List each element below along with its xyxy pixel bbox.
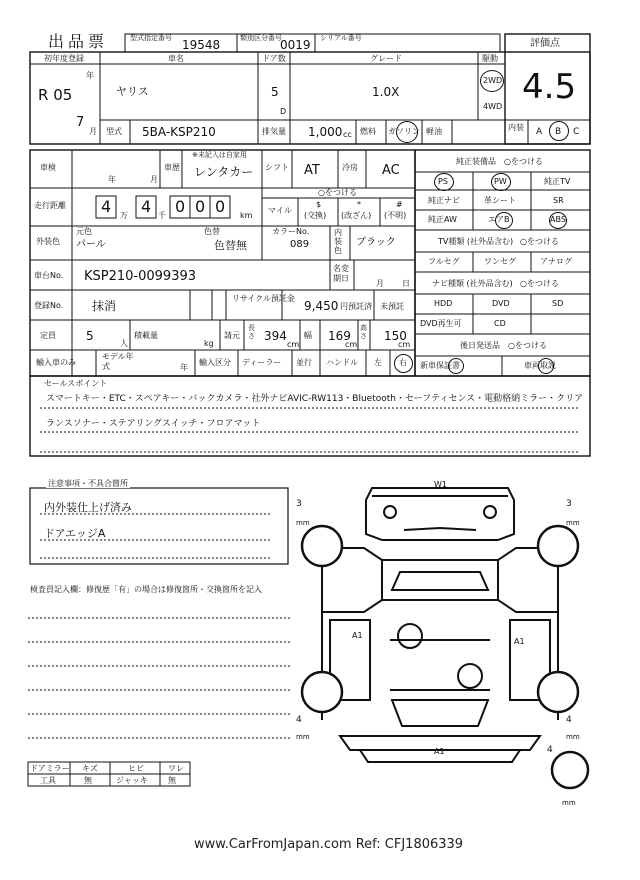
tire-fl-unit: mm [296,519,310,527]
fuel-gasoline: ガソリン [388,127,420,136]
model-year-unit: 年 [180,363,188,372]
mileage-digit: 0 [195,197,206,216]
handle-label: ハンドル [326,358,358,367]
score-label: 評価点 [530,38,560,49]
notes-line-1: 内外装仕上げ済み [44,501,132,514]
tire-rear-left [302,672,342,712]
width-unit: cm [345,340,358,349]
color-no: 089 [290,239,310,250]
doors: 5 [271,85,279,99]
model-no: 19548 [182,38,221,52]
score-value: 4.5 [522,67,577,107]
man-unit: 万 [120,211,128,220]
navi-title: ナビ種類 (社外品含む) [432,279,513,288]
post-hint: ○をつける [508,341,547,350]
month-unit: 月 [89,127,97,136]
scratch-label: キズ [82,764,98,773]
reg-label: 登録No. [34,301,64,310]
mileage-digit: 0 [175,197,186,216]
post-manual-circle [538,358,554,374]
import-parallel: 並行 [296,358,312,367]
inspector-note: 検査員記入欄：修復歴「有」の場合は修復箇所・交換箇所を記入 [30,585,262,594]
equip-stv: 純正TV [544,177,571,186]
handle-left: 左 [374,358,382,367]
tire-front-left [302,526,342,566]
height-unit: cm [398,340,411,349]
navi-dvd: DVD [492,299,510,308]
fuel-circle [396,121,418,143]
inspection-label: 車検 [40,163,56,172]
tire-fl-depth: 3 [296,499,302,509]
orig-color: パール [76,239,106,250]
jack-label: ジャッキ [116,776,148,785]
tire-rl-unit: mm [296,733,310,741]
tv-hint: ○をつける [520,237,559,246]
capacity-label: 定員 [40,331,56,340]
post-manual: 車両取説 [524,361,556,370]
name-change-month: 月 [376,279,384,288]
ac-label: 冷房 [342,163,358,172]
interior-b: B [555,127,562,137]
navi-dvdplay: DVD再生可 [420,319,462,328]
mile-label: マイル [268,206,292,215]
jack-value: 無 [168,776,176,785]
int-color-label: 内装色 [334,228,342,255]
color-no-label: カラーNo. [272,227,310,236]
tire-rr-depth: 4 [566,715,572,725]
altered-sym: * [357,200,361,209]
length-value: 394 [264,329,287,343]
history-label: 車歴 [164,163,180,172]
equip-ps-circle [434,173,454,191]
shift-value: AT [304,163,320,178]
notes-title: 注意事項・不具合箇所 [48,479,128,488]
sales-line-2: ランスソナー・ステアリングスイッチ・フロアマット [46,419,261,429]
height-label: 高さ [360,324,367,340]
history-note: ※未記入は自家用 [192,151,247,159]
form-title: 出品票 [48,32,109,51]
width-value: 169 [328,329,351,343]
diag-w1: W1 [434,480,447,489]
year-label: 初年度登録 [44,54,84,63]
doors-label: ドア数 [262,54,286,63]
capacity-unit: 人 [120,339,128,348]
equip-sr: SR [553,196,564,205]
tire-spare-unit: mm [562,799,576,807]
handle-right: 右 [399,358,407,367]
recycle-deposit: 円預託済 [340,302,372,311]
length-label: 長さ [248,324,255,340]
tire-rr-unit: mm [566,733,580,741]
tire-spare-depth: 4 [547,745,553,755]
diag-a1-bottom: A1 [434,747,445,756]
first-reg-month: 7 [76,115,85,130]
interior-label: 内装 [508,123,524,132]
equip-navi: 純正ナビ [428,196,460,205]
navi-cd: CD [494,319,506,328]
class-no: 0019 [280,38,311,52]
model-no-label: 型式指定番号 [130,34,172,42]
unknown-label: (不明) [384,211,407,220]
navi-hdd: HDD [434,299,453,308]
interior-c: C [573,127,580,137]
equip-abs: ABS [550,215,566,224]
tire-rl-depth: 4 [296,715,302,725]
exchange-sym: $ [316,200,322,209]
shift-label: シフト [265,163,289,172]
equip-airbag: エアB [488,215,510,224]
break-label: ワレ [168,764,184,773]
std-equip-title: 純正装備品 [456,157,496,166]
tools-value: 無 [84,776,92,785]
history-value: レンタカー [194,165,254,179]
import-label: 輸入車のみ [36,358,76,367]
fuel-label: 燃料 [360,127,376,136]
post-warranty-circle [448,358,464,374]
exchange-label: (交換) [304,211,327,220]
interior-a: A [536,127,543,137]
car-diagram [322,488,558,762]
equip-aw: 純正AW [428,215,457,224]
crack-label: ヒビ [128,764,144,773]
notes-line-2: ドアエッジA [44,527,106,540]
name-change-day: 日 [402,279,410,288]
model: 5BA-KSP210 [142,125,216,139]
equip-pw-circle [491,173,511,191]
serial-label: シリアル番号 [320,34,362,42]
grade: 1.0X [372,85,400,99]
import-type-label: 輸入区分 [199,358,231,367]
diag-a1-right: A1 [514,637,525,646]
unknown-sym: # [396,200,403,209]
post-warranty: 新車保証書 [420,361,460,370]
class-no-label: 類別区分番号 [240,34,282,42]
tire-fr-depth: 3 [566,499,572,509]
int-color: ブラック [356,237,396,248]
reg-value: 抹消 [92,299,117,313]
tv-title: TV種類 (社外品含む) [438,237,514,246]
load-unit: kg [204,339,214,348]
color-change-label: 色替 [204,227,220,236]
tv-fullseg: フルセグ [428,257,460,266]
capacity-value: 5 [86,329,94,343]
recycle-value: 9,450 [304,299,339,313]
equip-ps: PS [438,177,448,186]
tools-label: 工具 [40,776,56,785]
mileage-digit: 4 [101,197,112,216]
drive-2wd: 2WD [483,76,503,85]
ac-value: AC [382,163,400,178]
sen-unit: 千 [158,211,166,220]
std-equip-hint: ○をつける [504,157,543,166]
cc-unit: cc [343,130,352,139]
post-title: 後日発送品 [460,341,500,350]
model-year-label: モデル年式 [102,352,134,371]
drive-label: 駆動 [482,54,498,63]
sales-line-1: スマートキー・ETC・スペアキー・バックカメラ・社外ナビAVIC-RW113・Bluetooth・セーフティセンス・電動格納ミラー・クリア [46,394,584,404]
equip-leather: 革シート [484,196,516,205]
tire-fr-unit: mm [566,519,580,527]
tv-analog: アナログ [540,257,572,266]
mileage-label: 走行距離 [34,201,66,210]
car-name-label: 車名 [168,54,184,63]
interior-b-circle [549,121,569,141]
door-type: D [280,107,287,116]
recycle-unpaid: 未預託 [380,302,404,311]
navi-sd: SD [552,299,564,308]
mileage-mark-hint: ○をつける [318,188,357,197]
drive-4wd: 4WD [483,102,503,111]
recycle-label: リサイクル預託金 [232,294,295,303]
color-change: 色替無 [214,239,247,252]
mileage-digit: 0 [215,197,226,216]
chassis-label: 車台No. [34,271,64,280]
length-unit: cm [287,340,300,349]
orig-color-label: 元色 [76,227,92,236]
plate-label: 請元 [224,331,240,340]
km-unit: km [240,211,253,220]
tv-oneseg: ワンセグ [484,257,516,266]
chassis-no: KSP210-0099393 [84,269,197,284]
diesel-label: 軽油 [426,127,442,136]
height-value: 150 [384,329,407,343]
mileage-digit: 4 [141,197,152,216]
sales-title: セールスポイント [44,379,108,388]
tire-spare [552,752,588,788]
inspection-year-unit: 年 [108,175,116,184]
width-label: 幅 [304,331,312,340]
inspection-month-unit: 月 [150,175,158,184]
equip-abs-circle [549,212,567,229]
load-label: 積載量 [134,331,158,340]
footer-watermark: www.CarFromJapan.com Ref: CFJ1806339 [194,837,464,852]
first-reg-era: R 05 [38,86,73,104]
grade-label: グレード [370,54,402,63]
name-change-label: 名変期日 [333,264,349,283]
year-unit: 年 [86,71,94,80]
handle-right-circle [394,354,413,373]
model-label: 型式 [106,127,122,136]
mirror-label: ドアミラー [30,764,70,773]
ext-color-label: 外装色 [36,237,60,246]
diag-a1-left: A1 [352,631,363,640]
equip-pw: PW [494,177,507,186]
drive-2wd-circle [480,70,504,92]
car-name: ヤリス [116,85,149,98]
displacement-label: 排気量 [262,127,286,136]
import-dealer: ディーラー [242,358,282,367]
displacement: 1,000 [308,125,343,139]
tire-rear-right [538,672,578,712]
navi-hint: ○をつける [520,279,559,288]
tire-front-right [538,526,578,566]
equip-airbag-circle [495,212,513,229]
altered-label: (改ざん) [341,211,372,220]
